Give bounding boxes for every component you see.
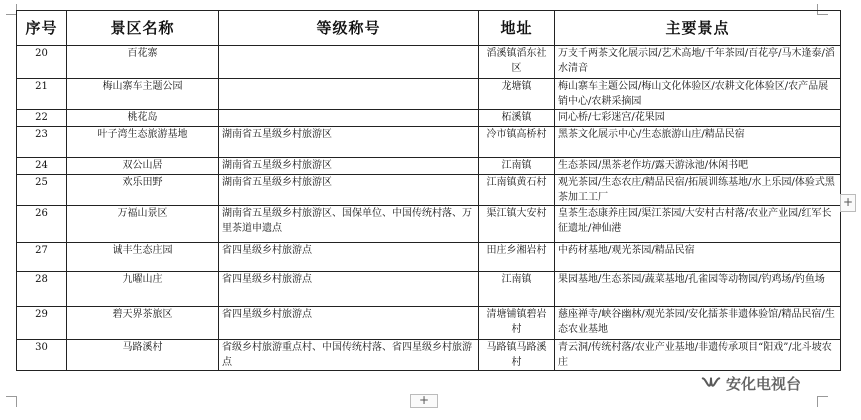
cell-name[interactable]: 梅山寨车主题公园 [67,79,219,110]
cell-name[interactable]: 万福山景区 [67,206,219,243]
cell-sights[interactable]: 慈座禅寺/峡谷幽林/观光茶园/安化擂茶非遗体验馆/精品民宿/生态农业基地 [555,307,841,340]
scenic-spots-table [16,10,841,371]
cell-name[interactable]: 欢乐田野 [67,175,219,206]
cell-no[interactable]: 28 [17,272,67,307]
cell-address[interactable]: 柘溪镇 [479,110,555,127]
cell-no[interactable]: 24 [17,158,67,175]
header-no: 序号 [17,11,67,46]
cell-address[interactable]: 渠江镇大安村 [479,206,555,243]
table-row [17,158,841,175]
table-row [17,175,841,206]
wechat-channel-icon [700,372,722,394]
cell-no[interactable]: 23 [17,127,67,158]
table-row [17,272,841,307]
cell-name[interactable]: 碧天界茶旅区 [67,307,219,340]
cell-name[interactable]: 双公山居 [67,158,219,175]
cell-address[interactable]: 江南镇黄石村 [479,175,555,206]
add-column-button[interactable]: + [840,194,856,212]
cell-sights[interactable]: 中药材基地/观光茶园/精品民宿 [555,243,841,272]
cell-sights[interactable]: 黑茶文化展示中心/生态旅游山庄/精品民宿 [555,127,841,158]
cell-address[interactable]: 田庄乡湘岩村 [479,243,555,272]
cell-no[interactable]: 25 [17,175,67,206]
cell-name[interactable]: 九曜山庄 [67,272,219,307]
cell-level[interactable]: 省级乡村旅游重点村、中国传统村落、省四星级乡村旅游点 [219,340,479,371]
cell-sights[interactable]: 皇茶生态康养庄园/渠江茶园/大安村古村落/农业产业园/红军长征遗址/神仙港 [555,206,841,243]
table-row [17,46,841,79]
cell-address[interactable]: 江南镇 [479,272,555,307]
table-row [17,243,841,272]
cell-sights[interactable]: 梅山寨车主题公园/梅山文化体验区/农耕文化体验区/农产品展销中心/农耕采摘园 [555,79,841,110]
cell-name[interactable]: 诚丰生态庄园 [67,243,219,272]
cell-level[interactable] [219,110,479,127]
page-corner-mark [6,396,17,407]
header-address: 地址 [479,11,555,46]
cell-sights[interactable]: 万支千两茶文化展示园/艺术高地/千年茶园/百花亭/马木逢泰/滔水清音 [555,46,841,79]
cell-sights[interactable]: 青云洞/传统村落/农业产业基地/非遗传承项目“阳戏”/北斗坡农庄 [555,340,841,371]
table-row [17,79,841,110]
cell-no[interactable]: 22 [17,110,67,127]
cell-level[interactable]: 湖南省五星级乡村旅游区 [219,127,479,158]
cell-address[interactable]: 冷市镇高桥村 [479,127,555,158]
page-corner-mark [817,396,828,407]
table-row [17,307,841,340]
watermark-text: 安化电视台 [726,374,802,393]
header-level: 等级称号 [219,11,479,46]
cell-address[interactable]: 龙塘镇 [479,79,555,110]
table-row [17,127,841,158]
cell-address[interactable]: 马路镇马路溪村 [479,340,555,371]
cell-name[interactable]: 叶子湾生态旅游基地 [67,127,219,158]
cell-level[interactable]: 省四星级乡村旅游点 [219,272,479,307]
cell-sights[interactable]: 生态茶园/黑茶老作坊/露天游泳池/休闲书吧 [555,158,841,175]
cell-no[interactable]: 29 [17,307,67,340]
header-name: 景区名称 [67,11,219,46]
cell-name[interactable]: 桃花岛 [67,110,219,127]
cell-name[interactable]: 百花寨 [67,46,219,79]
cell-name[interactable]: 马路溪村 [67,340,219,371]
cell-sights[interactable]: 同心桥/七彩迷宫/花果园 [555,110,841,127]
cell-no[interactable]: 26 [17,206,67,243]
header-sights: 主要景点 [555,11,841,46]
cell-level[interactable]: 湖南省五星级乡村旅游区 [219,175,479,206]
table-row [17,110,841,127]
cell-address[interactable]: 滔溪镇滔东社区 [479,46,555,79]
cell-no[interactable]: 27 [17,243,67,272]
cell-address[interactable]: 清塘铺镇碧岩村 [479,307,555,340]
cell-level[interactable]: 湖南省五星级乡村旅游区 [219,158,479,175]
cell-no[interactable]: 30 [17,340,67,371]
table-row [17,340,841,371]
add-row-button[interactable]: + [410,394,438,408]
cell-address[interactable]: 江南镇 [479,158,555,175]
table-row [17,206,841,243]
table-header-row [17,11,841,46]
cell-no[interactable]: 20 [17,46,67,79]
cell-level[interactable]: 湖南省五星级乡村旅游区、国保单位、中国传统村落、万里茶道申遗点 [219,206,479,243]
cell-sights[interactable]: 观光茶园/生态农庄/精品民宿/拓展训练基地/水上乐园/体验式黑茶加工工厂 [555,175,841,206]
cell-level[interactable] [219,79,479,110]
cell-sights[interactable]: 果园基地/生态茶园/蔬菜基地/孔雀园等动物园/钓鸡场/钓鱼场 [555,272,841,307]
cell-level[interactable]: 省四星级乡村旅游点 [219,307,479,340]
cell-level[interactable]: 省四星级乡村旅游点 [219,243,479,272]
cell-no[interactable]: 21 [17,79,67,110]
cell-level[interactable] [219,46,479,79]
watermark [700,371,801,395]
